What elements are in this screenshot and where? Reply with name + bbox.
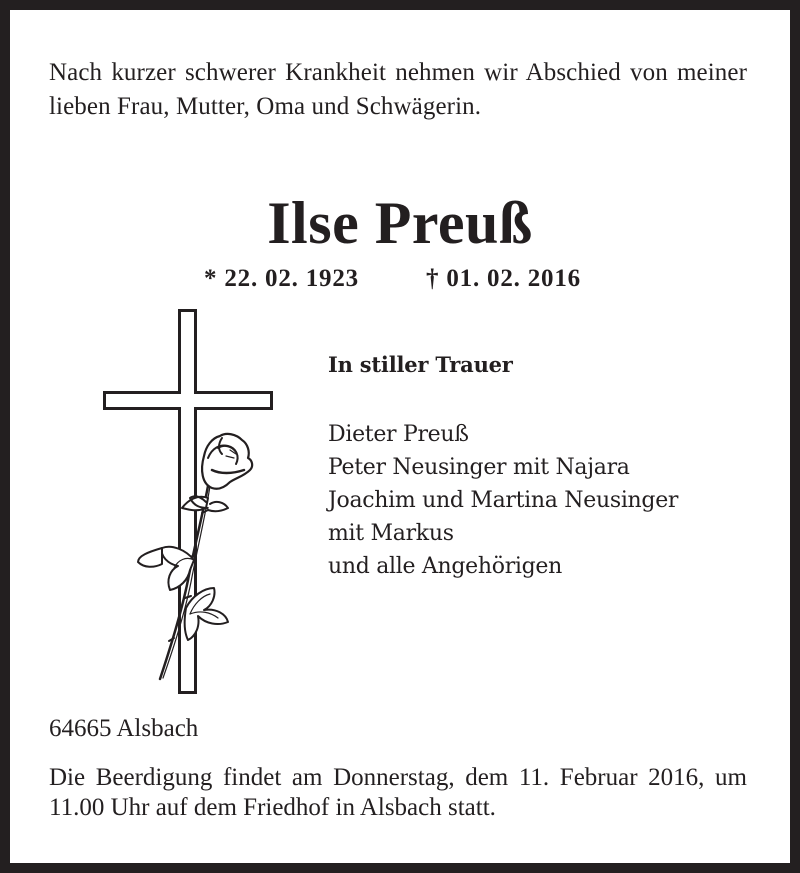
cross-with-rose-icon [90, 298, 290, 698]
mourners-block [328, 350, 778, 583]
obituary-notice [10, 10, 790, 863]
intro-paragraph: Nach kurzer schwerer Krankheit nehmen wir Abschied von meiner lieben Frau, Mutter, Oma und Schwägerin. [49, 59, 747, 120]
mourner-name: Peter Neusinger mit Najara [328, 455, 630, 480]
place-line: 64665 Alsbach [49, 715, 199, 742]
mourners-heading: In stiller Trauer [328, 352, 513, 377]
funeral-info: Die Beerdigung findet am Donnerstag, dem 11. Februar 2016, um 11.00 Uhr auf dem Friedhof in Alsbach statt. [49, 764, 747, 821]
mourner-name: und alle Angehörigen [328, 554, 563, 579]
deceased-name: Ilse Preuß [267, 190, 533, 256]
mourner-name: Dieter Preuß [328, 422, 469, 447]
mourner-name: mit Markus [328, 521, 454, 546]
mourner-name: Joachim und Martina Neusinger [328, 488, 679, 513]
mourners-list [328, 418, 778, 583]
death-date: † 01. 02. 2016 [426, 265, 581, 292]
birth-date: * 22. 02. 1923 [204, 265, 359, 292]
